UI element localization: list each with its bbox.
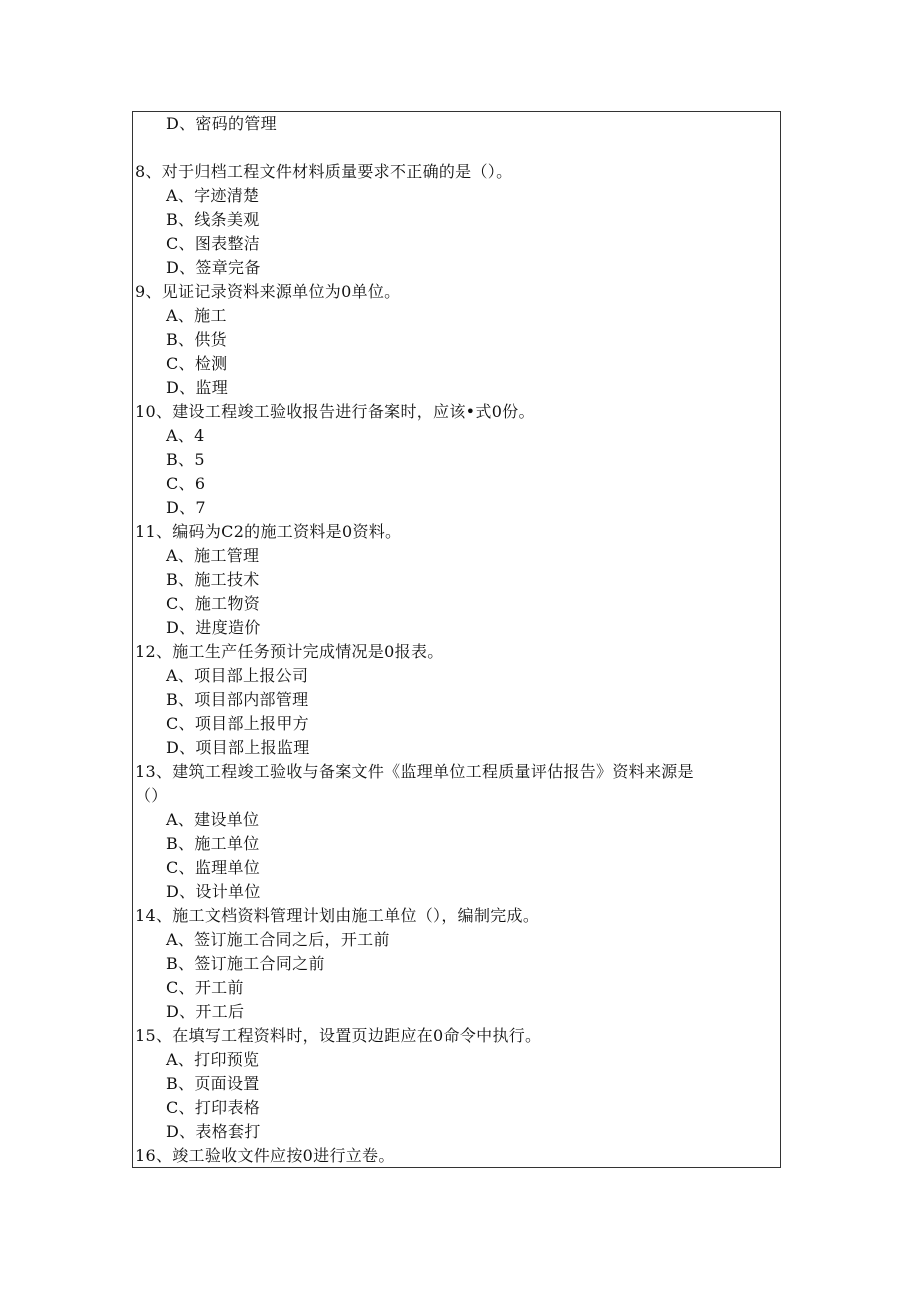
question-text: 11、编码为C2的施工资料是0资料。: [135, 522, 402, 541]
answer-option: B、5: [166, 450, 205, 469]
answer-option: A、项目部上报公司: [166, 666, 309, 685]
answer-option: A、建设单位: [166, 810, 260, 829]
answer-option: D、监理: [166, 378, 229, 397]
answer-option: B、施工单位: [166, 834, 260, 853]
answer-option: B、施工技术: [166, 570, 260, 589]
answer-option: A、施工: [166, 306, 227, 325]
document-frame: [132, 111, 781, 1168]
answer-option: D、项目部上报监理: [166, 738, 310, 757]
answer-option: C、监理单位: [166, 858, 261, 877]
answer-option: C、6: [166, 474, 206, 493]
answer-option: D、签章完备: [166, 258, 261, 277]
answer-option: D、7: [166, 498, 206, 517]
question-text: 16、竣工验收文件应按0进行立卷。: [135, 1146, 395, 1165]
answer-option: D、设计单位: [166, 882, 261, 901]
answer-option: A、字迹清楚: [166, 186, 260, 205]
answer-option: D、进度造价: [166, 618, 261, 637]
question-text: 10、建设工程竣工验收报告进行备案时，应该•式0份。: [135, 402, 535, 421]
answer-option: D、开工后: [166, 1002, 245, 1021]
question-text: （）: [135, 786, 168, 805]
question-text: 14、施工文档资料管理计划由施工单位（），编制完成。: [135, 906, 540, 925]
question-text: 15、在填写工程资料时，设置页边距应在0命令中执行。: [135, 1026, 542, 1045]
answer-option: C、打印表格: [166, 1098, 261, 1117]
question-text: 9、见证记录资料来源单位为0单位。: [135, 282, 401, 301]
question-text: 12、施工生产任务预计完成情况是0报表。: [135, 642, 444, 661]
answer-option: A、打印预览: [166, 1050, 260, 1069]
answer-option: C、施工物资: [166, 594, 261, 613]
answer-option: C、开工前: [166, 978, 244, 997]
answer-option: C、检测: [166, 354, 228, 373]
answer-option: B、线条美观: [166, 210, 260, 229]
answer-option: D、密码的管理: [166, 114, 277, 133]
answer-option: C、项目部上报甲方: [166, 714, 309, 733]
answer-option: A、施工管理: [166, 546, 260, 565]
answer-option: A、签订施工合同之后，开工前: [166, 930, 390, 949]
question-text: 13、建筑工程竣工验收与备案文件《监理单位工程质量评估报告》资料来源是: [135, 762, 694, 781]
answer-option: B、签订施工合同之前: [166, 954, 325, 973]
answer-option: A、4: [166, 426, 205, 445]
answer-option: B、页面设置: [166, 1074, 260, 1093]
answer-option: D、表格套打: [166, 1122, 261, 1141]
answer-option: C、图表整洁: [166, 234, 261, 253]
question-list: [135, 112, 776, 1168]
answer-option: B、项目部内部管理: [166, 690, 309, 709]
blank-line: [135, 136, 776, 160]
answer-option: B、供货: [166, 330, 227, 349]
question-text: 8、对于归档工程文件材料质量要求不正确的是（）。: [135, 162, 513, 181]
